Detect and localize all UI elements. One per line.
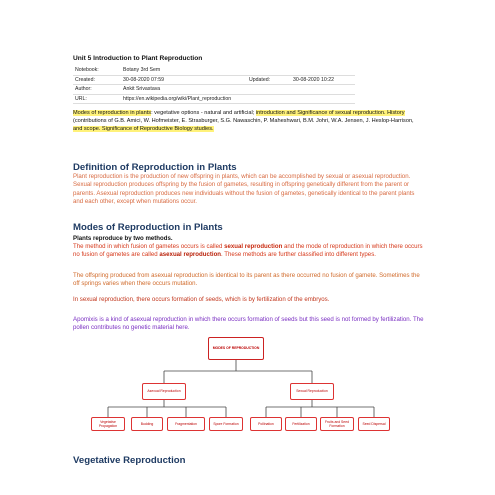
- meta-row-created: [73, 75, 355, 85]
- definition-heading: Definition of Reproduction in Plants: [73, 162, 237, 173]
- definition-paragraph: Plant reproduction is the production of new offspring in plants, which can be accomplished by sexual or asexual reproduction. Sexual reproduction produces offspring by the fusion of gametes, resulting in offspring genetically different from the parent or parents. Asexual reproduction produces new individuals without the fusion of gametes, genetically identical to the parent plants and each other, except when mutations occur.: [73, 173, 415, 206]
- note-title: Unit 5 Introduction to Plant Reproduction: [73, 55, 203, 62]
- vegetative-heading: Vegetative Reproduction: [73, 455, 186, 466]
- highlight-scope: and scope. Significance of Reproductive Biology studies.: [73, 125, 214, 132]
- notebook-label: Notebook:: [75, 67, 99, 74]
- diagram-asexual-child: Spore Formation: [209, 417, 243, 431]
- highlight-modes: Modes of reproduction in plants: [73, 110, 152, 116]
- offspring-paragraph: The offspring produced from asexual reproduction is identical to its parent as there occurred no fusion of gamete. Sometimes the off springs varies when there occurs mutation.: [73, 272, 420, 288]
- diagram-sexual-child: Fruits and Seed Formation: [320, 417, 354, 431]
- meta-row-notebook: [73, 66, 355, 75]
- notebook-value: Botany 3rd Sem: [123, 67, 161, 74]
- author-value: Ankit Srivastava: [123, 86, 161, 93]
- syllabus-intro: Modes of reproduction in plants: vegetative options - natural and artificial; introduction and Significance of sexual reproduction. History (contributions of G.B. Amici, W. Hofmeister, E. Strasburger, S.G. Nawaschin, P. Maheshwari, B.M. Johri, W.A. Jensen, J. Heslop-Harrison, and scope. Significance of Reproductive Biology studies.: [73, 110, 414, 132]
- updated-label: Updated:: [249, 76, 271, 83]
- modes-of-reproduction-diagram: [80, 334, 424, 446]
- meta-row-author: [73, 85, 355, 95]
- diagram-sexual-child: Fertilization: [285, 417, 317, 431]
- meta-row-url: [73, 94, 355, 104]
- note-metadata-table: [73, 66, 355, 104]
- updated-value: 30-08-2020 10:22: [293, 76, 334, 83]
- modes-heading: Modes of Reproduction in Plants: [73, 222, 223, 233]
- url-label: URL:: [75, 96, 87, 103]
- author-label: Author:: [75, 86, 92, 93]
- diagram-asexual-child: Budding: [131, 417, 163, 431]
- diagram-sexual-child: Seed Dispersal: [358, 417, 390, 431]
- seed-paragraph: In sexual reproduction, there occurs formation of seeds, which is by fertilization of the embryos.: [73, 296, 330, 303]
- highlight-significance: introduction and Significance of sexual reproduction. History: [255, 110, 405, 116]
- created-label: Created:: [75, 76, 95, 83]
- url-link[interactable]: https://en.wikipedia.org/wiki/Plant_reproduction: [123, 96, 232, 103]
- diagram-sexual-child: Pollination: [250, 417, 282, 431]
- diagram-sexual-node: Sexual Reproduction: [290, 383, 334, 400]
- created-value: 30-08-2020 07:59: [123, 76, 164, 83]
- apomixis-paragraph: Apomixis is a kind of asexual reproduction in which there occurs formation of seeds but this seed is not formed by fertilization. The pollen contributes no genetic material here.: [73, 316, 424, 332]
- diagram-asexual-node: Asexual Reproduction: [142, 383, 186, 400]
- diagram-asexual-child: Vegetative Propagation: [91, 417, 125, 431]
- diagram-root-node: MODES OF REPRODUCTION: [208, 337, 264, 360]
- diagram-asexual-child: Fragmentation: [167, 417, 205, 431]
- methods-paragraph: The method in which fusion of gametes occurs is called sexual reproduction and the mode of reproduction in which there occurs no fusion of gametes are called asexual reproduction. These methods are further classified into different types.: [73, 243, 423, 259]
- modes-subheading: Plants reproduce by two methods.: [73, 235, 173, 242]
